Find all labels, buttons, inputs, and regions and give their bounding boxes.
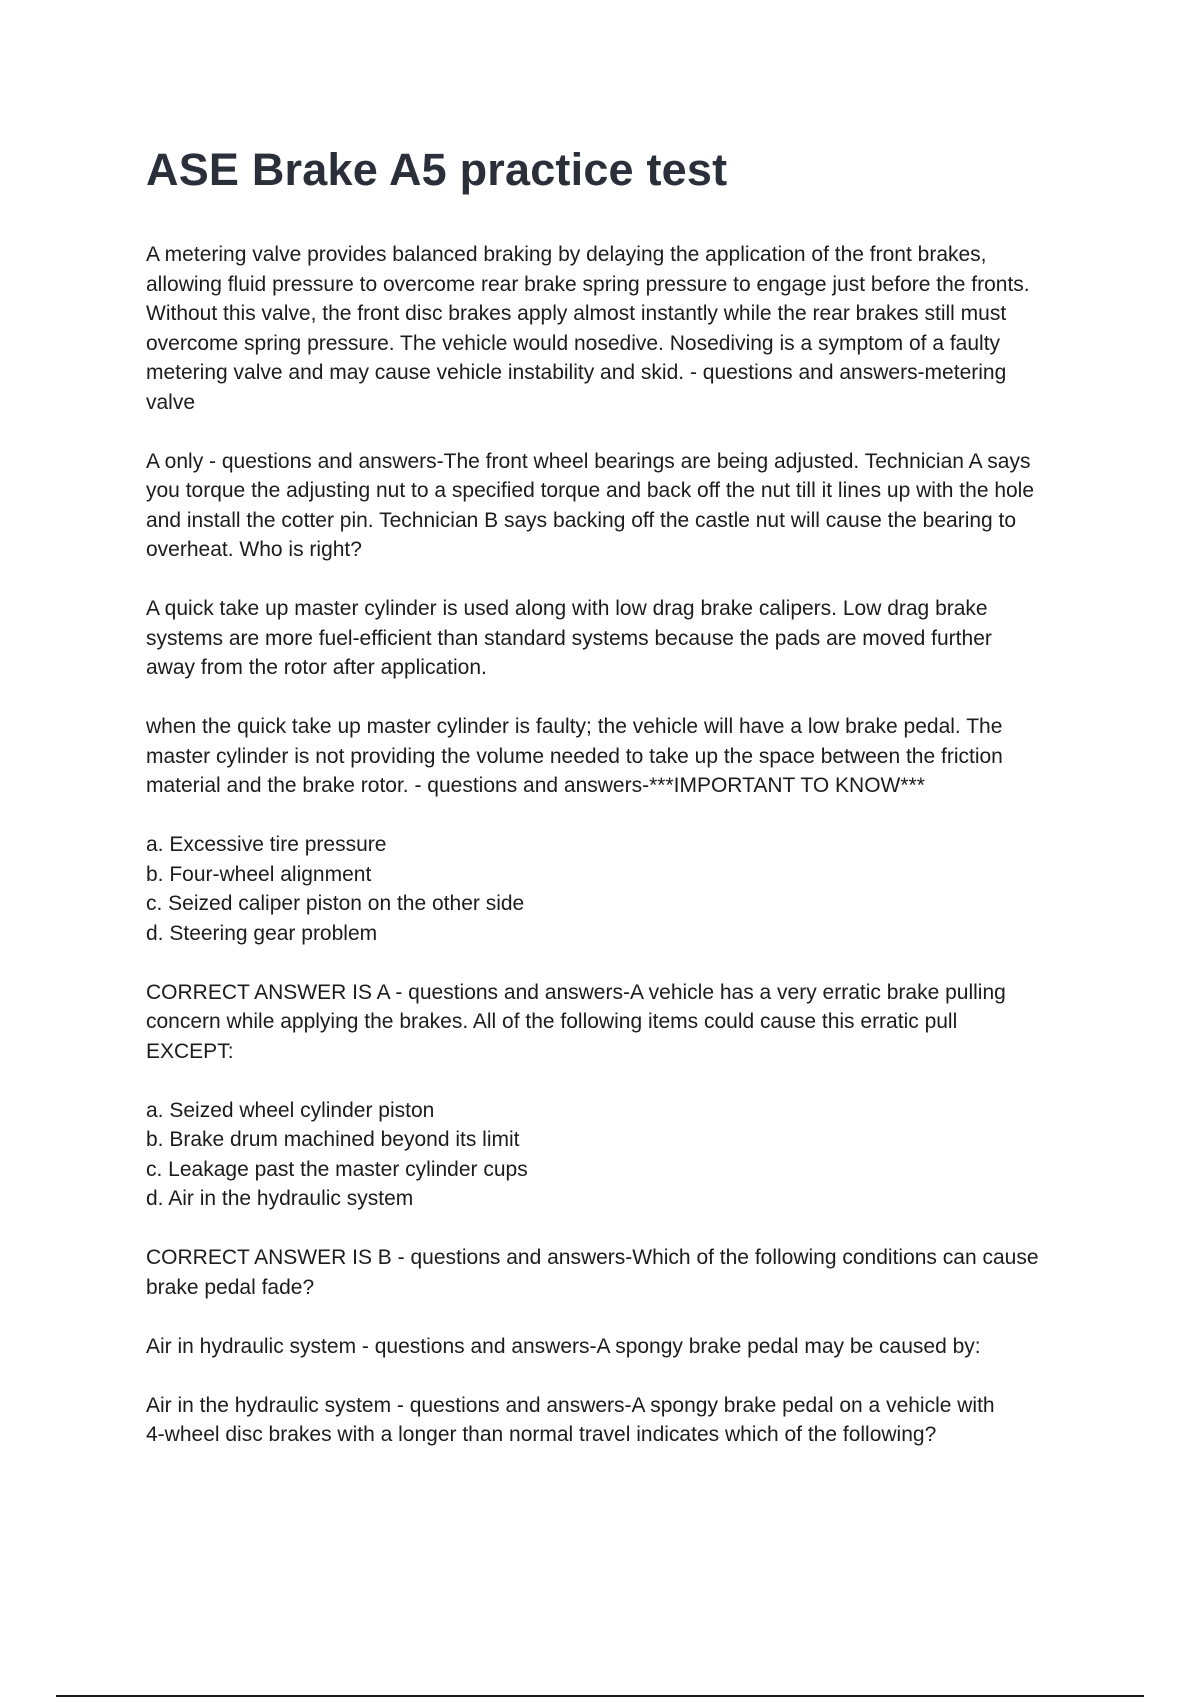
- text-line: brake pedal fade?: [146, 1275, 315, 1299]
- page-title: ASE Brake A5 practice test: [146, 144, 728, 195]
- paragraph-metering-valve: [146, 240, 1096, 417]
- answer-option: d. Steering gear problem: [146, 921, 378, 945]
- text-line: A only - questions and answers-The front wheel bearings are being adjusted. Technician A says: [146, 449, 1031, 473]
- text-line: CORRECT ANSWER IS B - questions and answers-Which of the following conditions can cause: [146, 1246, 1039, 1269]
- document-page: [146, 0, 1096, 1700]
- text-line: EXCEPT:: [146, 1039, 234, 1063]
- paragraph-spongy-pedal-disc: [146, 1391, 1096, 1450]
- answer-option: b. Four-wheel alignment: [146, 862, 372, 886]
- text-line: metering valve and may cause vehicle instability and skid. - questions and answers-metering: [146, 361, 1007, 384]
- text-line: when the quick take up master cylinder is faulty; the vehicle will have a low brake pedal. The: [146, 715, 1003, 738]
- text-line: 4-wheel disc brakes with a longer than normal travel indicates which of the following?: [146, 1423, 937, 1446]
- paragraph-wheel-bearings: [146, 447, 1096, 565]
- text-line: away from the rotor after application.: [146, 656, 487, 679]
- text-line: valve: [146, 390, 196, 414]
- footer-divider: [56, 1695, 1144, 1697]
- paragraph-erratic-pull: [146, 978, 1096, 1067]
- text-line: master cylinder is not providing the volume needed to take up the space between the friction: [146, 744, 1003, 768]
- text-line: systems are more fuel-efficient than standard systems because the pads are moved further: [146, 626, 992, 650]
- paragraph-quick-take-up: [146, 594, 1096, 683]
- paragraph-faulty-master-cylinder: [146, 712, 1096, 801]
- text-line: A quick take up master cylinder is used along with low drag brake calipers. Low drag brake: [146, 597, 988, 620]
- text-line: and install the cotter pin. Technician B says backing off the castle nut will cause the bearing to: [146, 508, 1017, 532]
- text-line: A metering valve provides balanced braking by delaying the application of the front brakes,: [146, 243, 987, 266]
- text-line: overheat. Who is right?: [146, 538, 362, 561]
- text-line: overcome spring pressure. The vehicle would nosedive. Nosediving is a symptom of a faulty: [146, 331, 1001, 355]
- document-body: [146, 240, 1096, 1479]
- paragraph-spongy-pedal: [146, 1332, 1096, 1362]
- text-line: Air in hydraulic system - questions and answers-A spongy brake pedal may be caused by:: [146, 1334, 981, 1358]
- text-line: material and the brake rotor. - questions and answers-***IMPORTANT TO KNOW***: [146, 774, 925, 797]
- answer-options-list-1: [146, 830, 1096, 948]
- text-line: Without this valve, the front disc brakes apply almost instantly while the rear brakes still must: [146, 302, 1007, 325]
- answer-option: b. Brake drum machined beyond its limit: [146, 1128, 520, 1151]
- text-line: allowing fluid pressure to overcome rear brake spring pressure to engage just before the fronts.: [146, 272, 1030, 296]
- answer-option: a. Seized wheel cylinder piston: [146, 1098, 435, 1122]
- answer-option: c. Seized caliper piston on the other side: [146, 892, 525, 915]
- answer-options-list-2: [146, 1096, 1096, 1214]
- text-line: you torque the adjusting nut to a specified torque and back off the nut till it lines up with the hole: [146, 479, 1035, 502]
- answer-option: c. Leakage past the master cylinder cups: [146, 1157, 528, 1181]
- text-line: Air in the hydraulic system - questions and answers-A spongy brake pedal on a vehicle with: [146, 1393, 995, 1417]
- text-line: concern while applying the brakes. All of the following items could cause this erratic pull: [146, 1010, 958, 1033]
- answer-option: d. Air in the hydraulic system: [146, 1187, 414, 1210]
- paragraph-pedal-fade: [146, 1243, 1096, 1302]
- answer-option: a. Excessive tire pressure: [146, 833, 387, 856]
- text-line: CORRECT ANSWER IS A - questions and answers-A vehicle has a very erratic brake pulling: [146, 980, 1006, 1004]
